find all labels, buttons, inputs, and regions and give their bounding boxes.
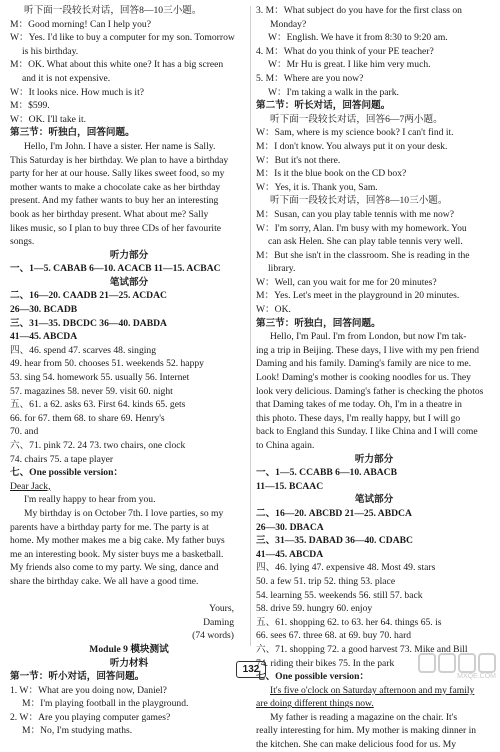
watermark-logo [418, 653, 496, 679]
page-number: 132 [236, 661, 266, 678]
text-line: 第三节：听独白，回答问题。 [256, 317, 381, 329]
text-line: 3. M：What subject do you have for the first class on [256, 5, 462, 16]
text-line: Module 9 模块测试 [89, 643, 169, 655]
text-line: 六、71. shopping 72. a good harvest 73. Mike and Bill [256, 643, 468, 655]
text-line: My father is reading a magazine on the chair. It's [270, 711, 458, 723]
text-line: 58. drive 59. hungry 60. enjoy [256, 603, 373, 615]
text-line: 26—30. DBACA [256, 521, 324, 533]
text-line: 四、46. lying 47. expensive 48. Most 49. stars [256, 562, 436, 574]
text-line: 2. W：Are you playing computer games? [10, 711, 171, 723]
text-line: 第一节：听小对话，回答问题。 [10, 671, 145, 683]
text-line: This Saturday is her birthday. We plan to have a birthday [10, 154, 229, 166]
text-line: 74. chairs 75. a tape player [10, 453, 114, 465]
text-line: W：Well, can you wait for me for 20 minutes? [256, 276, 437, 288]
text-line: W：Yes. I'd like to buy a computer for my son. Tomorrow [10, 32, 235, 44]
text-line: songs. [10, 236, 35, 248]
text-line: the kitchen. She can make delicious food for us. My [256, 739, 457, 751]
text-line: 笔试部分 [354, 494, 394, 506]
text-line: M：Susan, can you play table tennis with me now? [256, 208, 454, 220]
text-line: 70. and [10, 426, 39, 438]
text-line: Dear Jack, [10, 480, 51, 492]
text-line: Hello, I'm Paul. I'm from London, but now I'm tak- [270, 331, 467, 343]
text-line: to China again. [256, 440, 315, 451]
text-line: 七、One possible version： [256, 671, 370, 683]
text-line: ing a trip in Beijing. These days, I live with my pen friend [256, 344, 480, 356]
text-line: 听力材料 [109, 657, 149, 669]
text-line: 4. M：What do you think of your PE teacher? [256, 45, 434, 57]
text-line: W：Yes, it is. Thank you, Sam. [256, 181, 378, 193]
text-line: 49. hear from 50. chooses 51. weekends 52. happy [10, 358, 204, 370]
text-line: 一、1—5. CCABB 6—10. ABACB [256, 467, 397, 479]
text-line: W：I'm sorry, Alan. I'm busy with my homework. You [256, 222, 467, 234]
text-line: 26—30. BCADB [10, 304, 78, 316]
right-column [256, 4, 492, 752]
text-line: 七、One possible version： [10, 467, 124, 479]
text-line: home. My mother makes me a big cake. My father buys [10, 535, 225, 547]
text-line: 66. sees 67. three 68. at 69. buy 70. hard [256, 630, 412, 642]
text-line: 5. M：Where are you now? [256, 72, 364, 84]
text-line: M：But she isn't in the classroom. She is reading in the [256, 249, 470, 261]
text-line: W：OK. [256, 304, 291, 316]
text-line: Daming and his family. Daming's family are nice to me. [256, 358, 472, 370]
text-line: 66. for 67. them 68. to share 69. Henry's [10, 412, 165, 424]
text-line: really interesting for him. My mother is making dinner in [256, 725, 477, 737]
text-line: My friends also come to my party. We sing, dance and [10, 562, 219, 574]
text-line: 41—45. ABCDA [256, 548, 324, 560]
text-line: Monday? [270, 18, 307, 30]
text-line: 笔试部分 [109, 276, 149, 288]
watermark-icon [438, 653, 456, 673]
text-line: back to England this Sunday. I like China and I will come [256, 426, 478, 438]
text-line: M：Is it the blue book on the CD box? [256, 168, 407, 180]
text-line: W：It looks nice. How much is it? [10, 86, 145, 98]
text-line: 六、71. pink 72. 24 73. two chairs, one clock [10, 440, 186, 451]
text-line: 三、31—35. DBCDC 36—40. DABDA [10, 317, 167, 329]
text-line: that Daming takes of me today. Oh, I'm in a theatre in [256, 399, 462, 411]
text-line: M：I'm playing football in the playground. [22, 698, 189, 710]
text-line: is his birthday. [22, 45, 79, 57]
text-line: 听力部分 [354, 453, 394, 465]
watermark-icon [478, 653, 496, 673]
text-line: 50. a few 51. trip 52. thing 53. place [256, 575, 396, 587]
watermark-icon [418, 653, 436, 673]
text-line: W：I'm taking a walk in the park. [268, 86, 399, 98]
text-line: 听下面一段较长对话，回答6—7两小题。 [270, 113, 443, 125]
text-line: 54. learning 55. weekends 56. still 57. back [256, 589, 423, 601]
text-line: likes music, so I plan to buy three CDs of her favourite [10, 222, 222, 234]
text-line: 四、46. spend 47. scarves 48. singing [10, 344, 157, 356]
text-line: 听下面一段较长对话，回答8—10三小题。 [270, 195, 448, 207]
text-line: 57. magazines 58. never 59. visit 60. night [10, 385, 173, 397]
text-line: 1. W：What are you doing now, Daniel? [10, 684, 167, 696]
text-line: and it is not expensive. [22, 72, 111, 84]
text-line: 74. riding their bikes 75. In the park [256, 657, 395, 669]
text-line: W：English. We have it from 8:30 to 9:20 am. [268, 32, 448, 44]
text-line: 二、16—20. ABCBD 21—25. ABDCA [256, 507, 412, 519]
text-line: Hello, I'm John. I have a sister. Her name is Sally. [24, 140, 216, 152]
text-line: M：No, I'm studying maths. [22, 725, 133, 737]
text-line: 五、61. a 62. asks 63. First 64. kinds 65. gets [10, 399, 186, 411]
text-line: are doing different things now. [256, 698, 374, 710]
left-column [10, 4, 248, 738]
text-line: this photo. These days, I'm really happy, but I will go [256, 412, 461, 424]
text-line: It's five o'clock on Saturday afternoon and my family [270, 684, 475, 696]
text-line: 三、31—35. DABAD 36—40. CDABC [256, 535, 413, 547]
text-line: party for her at our house. Sally likes sweet food, so my [10, 168, 225, 180]
text-line: M：$599. [10, 100, 50, 112]
text-line: Look! Daming's mother is cooking noodles for us. They [256, 372, 471, 384]
text-line: W：Mr Hu is great. I like him very much. [268, 59, 431, 71]
text-line: W：But it's not there. [256, 154, 341, 166]
text-line: M：Good morning! Can I help you? [10, 18, 151, 30]
text-line: present. And my father wants to buy her an interesting [10, 195, 219, 207]
text-line: I'm really happy to hear from you. [24, 494, 156, 506]
text-line: me an interesting book. My sister buys me a basketball. [10, 548, 224, 560]
text-line: M：I don't know. You always put it on your desk. [256, 140, 448, 152]
text-line: (74 words) [192, 630, 234, 642]
text-line: W：Sam, where is my science book? I can't find it. [256, 127, 454, 139]
text-line: 11—15. BCAAC [256, 480, 324, 492]
text-line: 五、61. shopping 62. to 63. her 64. things 65. is [256, 616, 442, 628]
text-line: W：OK. I'll take it. [10, 113, 87, 125]
text-line: mother wants to make a chocolate cake as her birthday [10, 181, 221, 193]
text-line: Yours, [209, 603, 234, 615]
text-line: 二、16—20. CAADB 21—25. ACDAC [10, 290, 167, 302]
text-line: 听力部分 [109, 249, 149, 261]
text-line: Daming [203, 616, 234, 628]
text-line: 听下面一段较长对话，回答8—10三小题。 [24, 5, 202, 16]
text-line: M：Yes. Let's meet in the playground in 20 minutes. [256, 290, 460, 302]
text-line: M：OK. What about this white one? It has a big screen [10, 59, 224, 71]
text-line: My birthday is on October 7th. I love parties, so my [24, 507, 224, 519]
watermark-text: MXQE.COM [457, 673, 496, 680]
text-line: parents have a birthday party for me. The party is at [10, 521, 209, 533]
text-line: 第三节：听独白，回答问题。 [10, 127, 135, 139]
text-line: share the birthday cake. We all have a good time. [10, 575, 199, 587]
column-divider [250, 6, 251, 646]
text-line: 53. sing 54. homework 55. usually 56. Internet [10, 372, 190, 384]
watermark-icon [458, 653, 476, 673]
text-line: book as her birthday present. What about me? Sally [10, 208, 209, 220]
text-line: library. [268, 263, 296, 275]
text-line: look very delicious. Daming's father is checking the photos [256, 385, 484, 397]
text-line: 一、1—5. CABAB 6—10. ACACB 11—15. ACBAC [10, 263, 221, 275]
text-line: 第二节：听长对话，回答问题。 [256, 100, 391, 112]
text-line: can ask Helen. She can play table tennis very well. [268, 236, 463, 248]
text-line: 41—45. ABCDA [10, 331, 78, 343]
text-line [10, 589, 248, 603]
